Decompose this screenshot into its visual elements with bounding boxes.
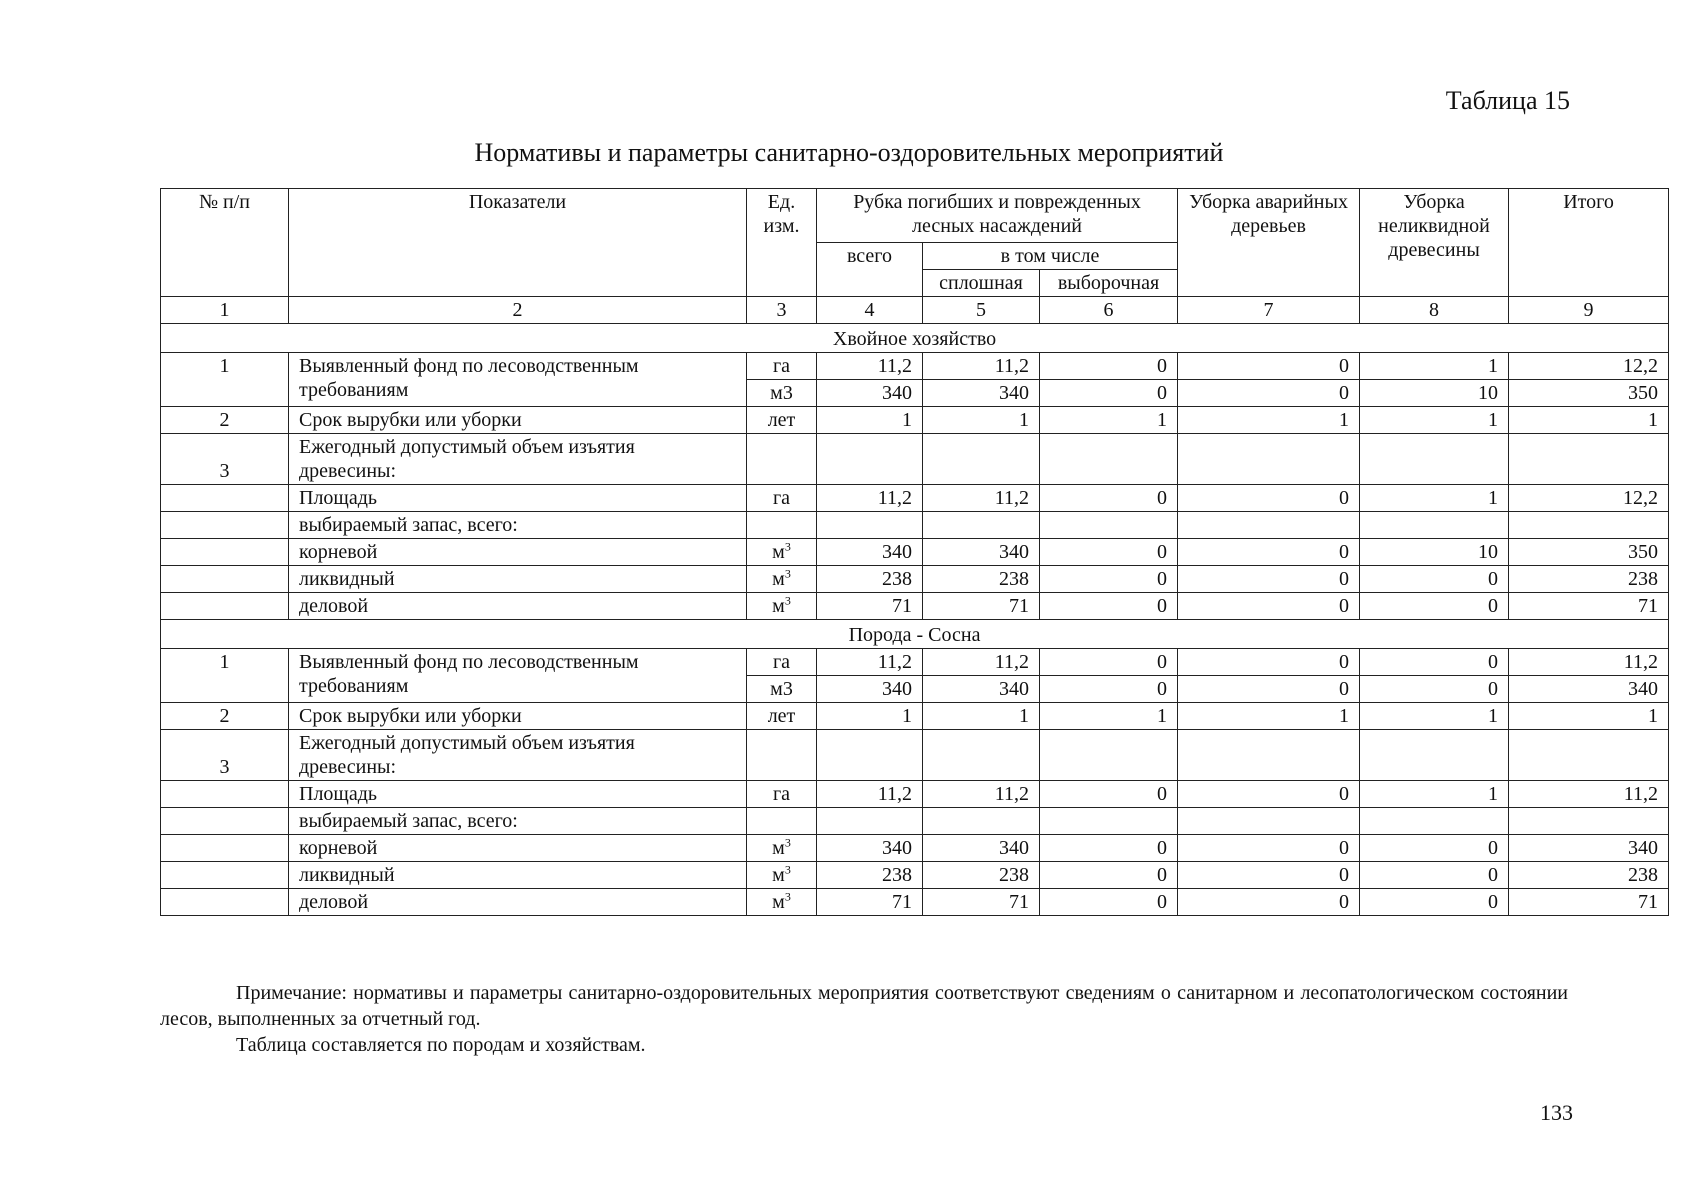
value-cell: 0 [1178, 781, 1360, 808]
row-label: деловой [289, 593, 747, 620]
unit-superscript: 3 [784, 835, 791, 850]
value-cell: 0 [1040, 676, 1178, 703]
value-cell: 1 [1509, 703, 1669, 730]
section-header-row [161, 620, 1669, 649]
empty-cell [161, 808, 289, 835]
unit-cell: га [747, 353, 817, 380]
value-cell: 1 [1360, 703, 1509, 730]
value-cell: 11,2 [923, 649, 1040, 676]
empty-cell [1040, 808, 1178, 835]
table-row [161, 593, 1669, 620]
unit-text: м [772, 568, 785, 590]
value-cell: 71 [1509, 889, 1669, 916]
value-cell: 340 [817, 380, 923, 407]
header-total: Итого [1509, 189, 1669, 297]
empty-cell [1509, 434, 1669, 485]
unit-superscript: 3 [784, 862, 791, 877]
empty-cell [1040, 512, 1178, 539]
value-cell: 0 [1178, 485, 1360, 512]
unit-text: м [772, 837, 785, 859]
value-cell: 350 [1509, 380, 1669, 407]
unit-text: м [772, 864, 785, 886]
header-num: № п/п [161, 189, 289, 297]
value-cell: 0 [1040, 539, 1178, 566]
value-cell: 71 [817, 889, 923, 916]
value-cell: 340 [817, 835, 923, 862]
value-cell: 11,2 [817, 781, 923, 808]
column-index: 4 [817, 297, 923, 324]
value-cell: 11,2 [817, 485, 923, 512]
row-label: Ежегодный допустимый объем изъятия древесины: [289, 434, 747, 485]
unit-cell [747, 835, 817, 862]
value-cell: 0 [1178, 353, 1360, 380]
table-row [161, 512, 1669, 539]
table-row [161, 781, 1669, 808]
row-label: Срок вырубки или уборки [289, 703, 747, 730]
empty-cell [1040, 730, 1178, 781]
value-cell: 1 [923, 407, 1040, 434]
value-cell: 11,2 [1509, 649, 1669, 676]
empty-cell [1360, 730, 1509, 781]
value-cell: 0 [1040, 781, 1178, 808]
empty-cell [817, 808, 923, 835]
column-index: 7 [1178, 297, 1360, 324]
table-title: Нормативы и параметры санитарно-оздоровительных мероприятий [474, 138, 1224, 167]
empty-cell [1360, 434, 1509, 485]
value-cell: 0 [1178, 676, 1360, 703]
value-cell: 11,2 [923, 781, 1040, 808]
value-cell: 71 [817, 593, 923, 620]
table-row [161, 485, 1669, 512]
empty-cell [1509, 808, 1669, 835]
table-row [161, 539, 1669, 566]
table-row [161, 703, 1669, 730]
note-paragraph: Примечание: нормативы и параметры санитарно-оздоровительных мероприятия соответствуют сведениям о санитарном и лесопатологическом состоянии лесов, выполненных за отчетный год. [160, 982, 1568, 1030]
value-cell: 12,2 [1509, 353, 1669, 380]
value-cell: 1 [1360, 781, 1509, 808]
table-row [161, 407, 1669, 434]
empty-cell [747, 808, 817, 835]
row-label: деловой [289, 889, 747, 916]
value-cell: 11,2 [1509, 781, 1669, 808]
empty-cell [923, 808, 1040, 835]
value-cell: 340 [923, 676, 1040, 703]
empty-cell [923, 512, 1040, 539]
value-cell: 0 [1040, 593, 1178, 620]
column-index-row [161, 297, 1669, 324]
table-row [161, 835, 1669, 862]
empty-cell [1360, 512, 1509, 539]
empty-cell [923, 434, 1040, 485]
value-cell: 238 [1509, 862, 1669, 889]
empty-cell [161, 862, 289, 889]
unit-text: м [772, 595, 785, 617]
table-row [161, 649, 1669, 676]
row-label: Площадь [289, 485, 747, 512]
empty-cell [161, 835, 289, 862]
unit-cell [747, 593, 817, 620]
section-header-row [161, 324, 1669, 353]
value-cell: 0 [1040, 835, 1178, 862]
row-number: 3 [161, 434, 289, 485]
header-felling-total: всего [817, 243, 923, 297]
row-number: 2 [161, 703, 289, 730]
empty-cell [1509, 512, 1669, 539]
note-block [160, 980, 1568, 1058]
header-nonliquid-wood: Уборка неликвидной древесины [1360, 189, 1509, 297]
value-cell: 1 [1509, 407, 1669, 434]
empty-cell [817, 512, 923, 539]
row-label: ликвидный [289, 566, 747, 593]
table-row [161, 353, 1669, 380]
value-cell: 0 [1040, 566, 1178, 593]
row-number: 1 [161, 649, 289, 703]
row-label: Выявленный фонд по лесоводственным требованиям [289, 353, 747, 407]
value-cell: 0 [1360, 649, 1509, 676]
note-paragraph: Таблица составляется по породам и хозяйствам. [236, 1034, 646, 1056]
header-indicators: Показатели [289, 189, 747, 297]
value-cell: 350 [1509, 539, 1669, 566]
value-cell: 1 [1360, 485, 1509, 512]
table-row [161, 434, 1669, 485]
column-index: 2 [289, 297, 747, 324]
table-row [161, 862, 1669, 889]
table-row [161, 808, 1669, 835]
empty-cell [747, 512, 817, 539]
value-cell: 238 [1509, 566, 1669, 593]
unit-cell: лет [747, 407, 817, 434]
value-cell: 11,2 [817, 649, 923, 676]
value-cell: 11,2 [923, 353, 1040, 380]
value-cell: 0 [1178, 835, 1360, 862]
table-row [161, 730, 1669, 781]
unit-cell: га [747, 781, 817, 808]
unit-text: м [772, 891, 785, 913]
value-cell: 238 [923, 862, 1040, 889]
column-index: 6 [1040, 297, 1178, 324]
empty-cell [161, 512, 289, 539]
unit-superscript: 3 [784, 889, 791, 904]
header-unit: Ед. изм. [747, 189, 817, 297]
table-row [161, 566, 1669, 593]
value-cell: 340 [817, 539, 923, 566]
header-clear-felling: сплошная [923, 270, 1040, 297]
value-cell: 340 [923, 835, 1040, 862]
value-cell: 0 [1178, 380, 1360, 407]
unit-cell [747, 862, 817, 889]
row-number: 3 [161, 730, 289, 781]
section-title: Хвойное хозяйство [161, 324, 1669, 353]
value-cell: 0 [1040, 485, 1178, 512]
empty-cell [161, 539, 289, 566]
header-including: в том числе [923, 243, 1178, 270]
value-cell: 10 [1360, 539, 1509, 566]
header-felling: Рубка погибших и поврежденных лесных насаждений [817, 189, 1178, 243]
value-cell: 1 [1360, 407, 1509, 434]
value-cell: 0 [1040, 889, 1178, 916]
column-index: 5 [923, 297, 1040, 324]
value-cell: 238 [923, 566, 1040, 593]
section-title: Порода - Сосна [161, 620, 1669, 649]
table-number-label: Таблица 15 [1445, 86, 1570, 115]
empty-cell [747, 730, 817, 781]
value-cell: 0 [1178, 539, 1360, 566]
value-cell: 0 [1360, 566, 1509, 593]
value-cell: 71 [923, 593, 1040, 620]
norms-table [160, 188, 1669, 916]
value-cell: 238 [817, 862, 923, 889]
unit-cell [747, 539, 817, 566]
value-cell: 0 [1040, 862, 1178, 889]
value-cell: 0 [1360, 835, 1509, 862]
value-cell: 340 [1509, 676, 1669, 703]
empty-cell [161, 889, 289, 916]
value-cell: 11,2 [923, 485, 1040, 512]
value-cell: 340 [923, 539, 1040, 566]
empty-cell [923, 730, 1040, 781]
unit-text: м [772, 541, 785, 563]
value-cell: 71 [1509, 593, 1669, 620]
unit-superscript: 3 [784, 593, 791, 608]
empty-cell [161, 485, 289, 512]
value-cell: 11,2 [817, 353, 923, 380]
table-row [161, 889, 1669, 916]
value-cell: 1 [1040, 703, 1178, 730]
column-index: 8 [1360, 297, 1509, 324]
empty-cell [1178, 512, 1360, 539]
value-cell: 1 [923, 703, 1040, 730]
value-cell: 0 [1360, 676, 1509, 703]
row-label: корневой [289, 835, 747, 862]
value-cell: 0 [1178, 566, 1360, 593]
value-cell: 1 [817, 407, 923, 434]
unit-cell [747, 889, 817, 916]
unit-superscript: 3 [784, 539, 791, 554]
empty-cell [747, 434, 817, 485]
empty-cell [1040, 434, 1178, 485]
row-label: Ежегодный допустимый объем изъятия древесины: [289, 730, 747, 781]
value-cell: 1 [1360, 353, 1509, 380]
value-cell: 0 [1360, 862, 1509, 889]
row-label: ликвидный [289, 862, 747, 889]
row-label: Выявленный фонд по лесоводственным требованиям [289, 649, 747, 703]
empty-cell [1509, 730, 1669, 781]
unit-cell [747, 566, 817, 593]
value-cell: 0 [1040, 353, 1178, 380]
empty-cell [817, 730, 923, 781]
value-cell: 238 [817, 566, 923, 593]
unit-cell: га [747, 485, 817, 512]
value-cell: 0 [1360, 593, 1509, 620]
value-cell: 71 [923, 889, 1040, 916]
page-number: 133 [1540, 1100, 1573, 1125]
column-index: 3 [747, 297, 817, 324]
empty-cell [161, 593, 289, 620]
unit-cell: м3 [747, 380, 817, 407]
column-index: 9 [1509, 297, 1669, 324]
value-cell: 0 [1178, 649, 1360, 676]
header-emergency-trees: Уборка аварийных деревьев [1178, 189, 1360, 297]
unit-cell: га [747, 649, 817, 676]
value-cell: 0 [1178, 862, 1360, 889]
unit-superscript: 3 [784, 566, 791, 581]
unit-cell: лет [747, 703, 817, 730]
value-cell: 0 [1178, 889, 1360, 916]
column-index: 1 [161, 297, 289, 324]
value-cell: 12,2 [1509, 485, 1669, 512]
value-cell: 0 [1040, 380, 1178, 407]
value-cell: 0 [1360, 889, 1509, 916]
value-cell: 0 [1040, 649, 1178, 676]
row-label: выбираемый запас, всего: [289, 808, 747, 835]
value-cell: 1 [1178, 703, 1360, 730]
empty-cell [1178, 808, 1360, 835]
empty-cell [817, 434, 923, 485]
empty-cell [1178, 730, 1360, 781]
empty-cell [1178, 434, 1360, 485]
row-label: выбираемый запас, всего: [289, 512, 747, 539]
empty-cell [161, 566, 289, 593]
row-number: 2 [161, 407, 289, 434]
value-cell: 10 [1360, 380, 1509, 407]
value-cell: 1 [1178, 407, 1360, 434]
value-cell: 340 [817, 676, 923, 703]
value-cell: 1 [817, 703, 923, 730]
unit-cell: м3 [747, 676, 817, 703]
empty-cell [161, 781, 289, 808]
value-cell: 340 [1509, 835, 1669, 862]
row-label: Площадь [289, 781, 747, 808]
header-selective-felling: выборочная [1040, 270, 1178, 297]
value-cell: 340 [923, 380, 1040, 407]
row-number: 1 [161, 353, 289, 407]
empty-cell [1360, 808, 1509, 835]
value-cell: 0 [1178, 593, 1360, 620]
row-label: корневой [289, 539, 747, 566]
row-label: Срок вырубки или уборки [289, 407, 747, 434]
value-cell: 1 [1040, 407, 1178, 434]
